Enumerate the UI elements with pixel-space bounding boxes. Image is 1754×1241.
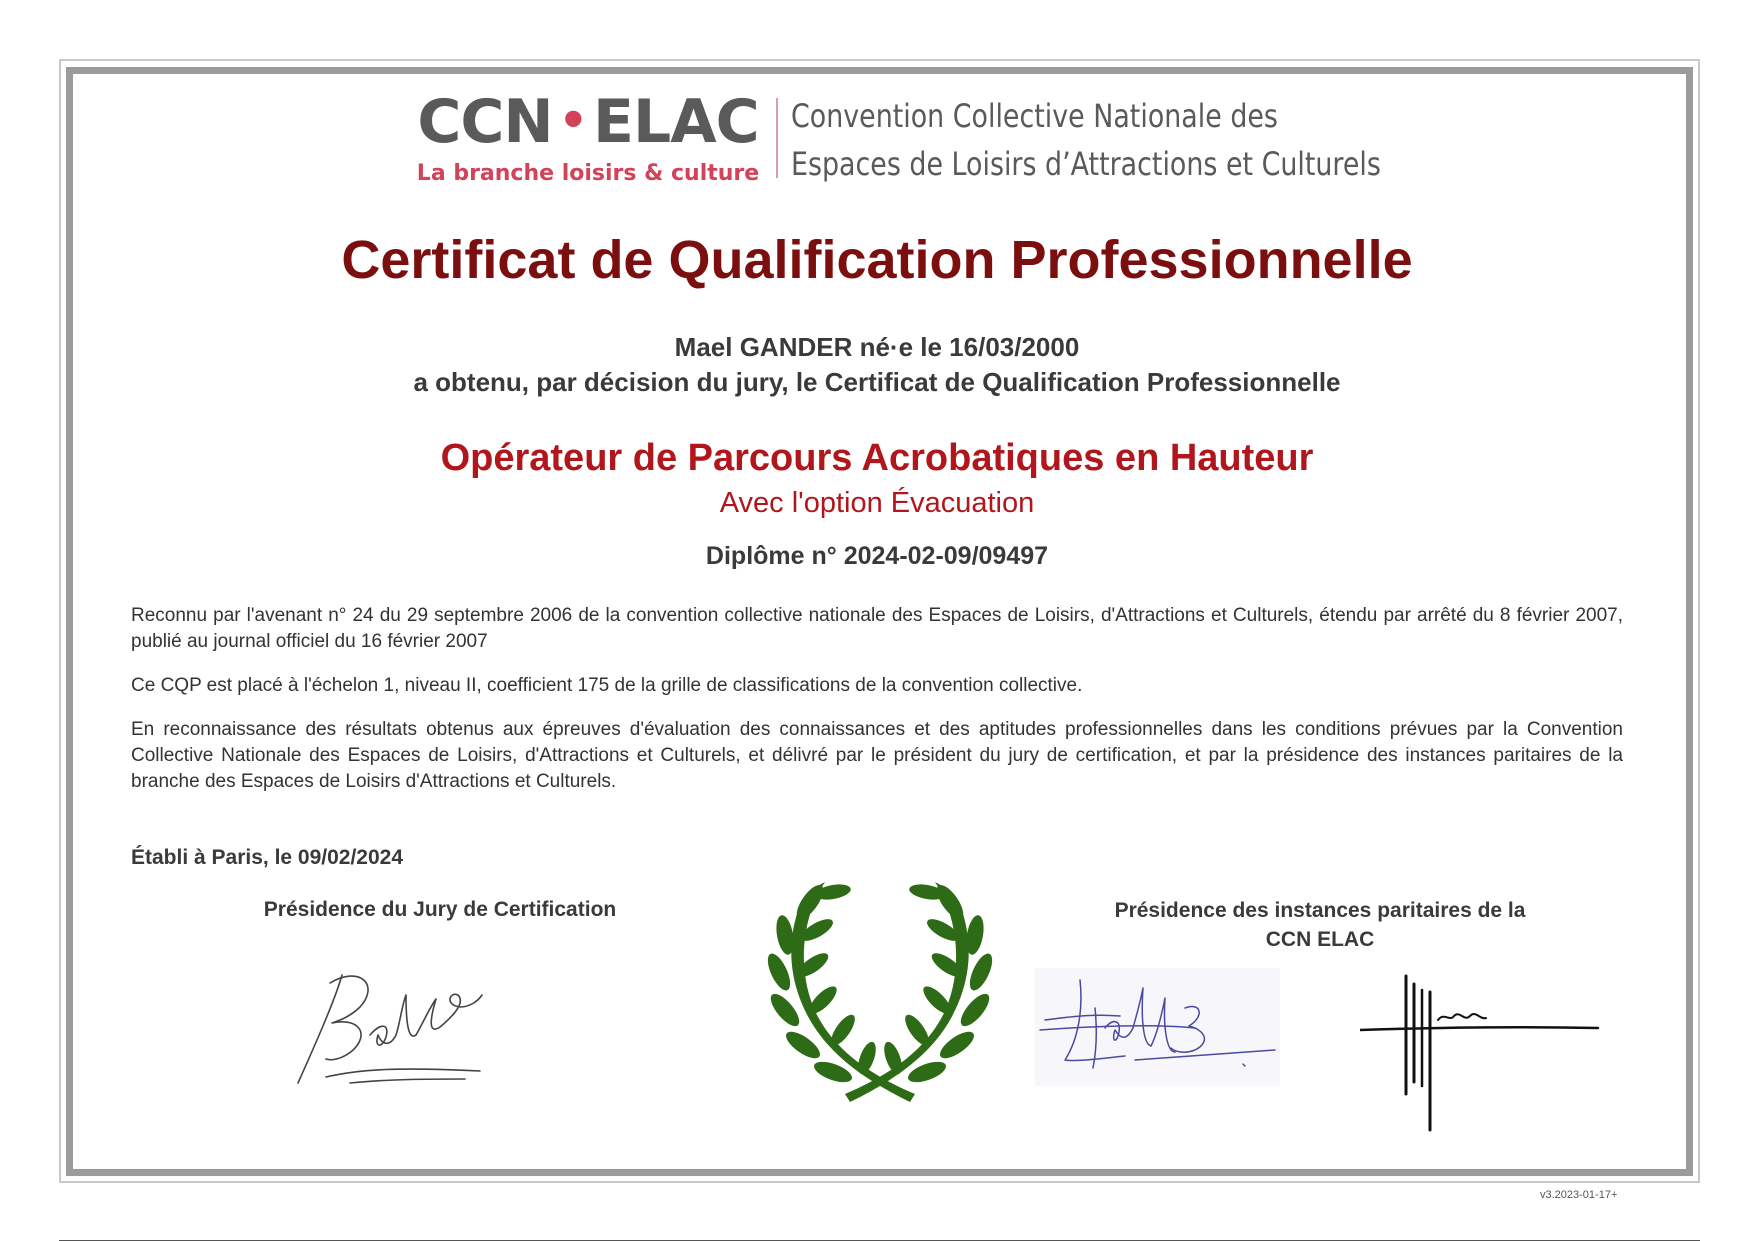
logo-mark-block	[408, 88, 768, 188]
joint-bodies-title-line2: CCN ELAC	[1265, 928, 1375, 951]
logo-full-name	[791, 92, 1381, 188]
holder-name-birthdate: Mael GANDER né·e le 16/03/2000	[674, 332, 1080, 362]
certificate-title: Certificat de Qualification Professionnelle	[341, 230, 1413, 290]
document-version: v3.2023-01-17+	[1540, 1189, 1618, 1201]
joint-bodies-signature-1	[1035, 968, 1280, 1086]
recognition-paragraph: Reconnu par l'avenant n° 24 du 29 septembre 2006 de la convention collective nationale des Espaces de Loisirs, d'Attractions et Culturels, étendu par arrêté du 8 février 2007, publié au journal officiel du 16 février 2007	[131, 605, 1623, 652]
ccn-elac-logo	[408, 87, 1381, 188]
logo-dot: •	[558, 93, 587, 147]
logo-full-name-line1: Convention Collective Nationale des	[791, 97, 1278, 135]
logo-elac: ELAC	[593, 87, 759, 157]
logo-separator	[776, 98, 778, 178]
obtained-statement: a obtenu, par décision du jury, le Certificat de Qualification Professionnelle	[413, 367, 1341, 397]
logo-full-name-line2: Espaces de Loisirs d’Attractions et Culturels	[791, 145, 1381, 183]
logo-wordmark	[408, 87, 768, 157]
jury-president-signature	[290, 965, 540, 1095]
joint-bodies-signature-2	[1360, 972, 1600, 1132]
jury-president-title: Présidence du Jury de Certification	[263, 898, 617, 921]
award-paragraph: En reconnaissance des résultats obtenus aux épreuves d'évaluation des connaissances et des aptitudes professionnelles dans les conditions prévues par la Convention Collective Nationale des Espaces de Loisirs, d'Attractions et Culturels, et délivré par le président du jury de certification, et par la présidence des instances paritaires de la branche des Espaces de Loisirs d'Attractions et Culturels.	[131, 719, 1623, 792]
classification-paragraph: Ce CQP est placé à l'échelon 1, niveau II, coefficient 175 de la grille de classifications de la convention collective.	[131, 675, 1083, 696]
logo-tagline: La branche loisirs & culture	[416, 161, 760, 186]
logo-ccn: CCN	[417, 87, 553, 157]
diploma-number: Diplôme n° 2024-02-09/09497	[705, 542, 1049, 570]
qualification-option: Avec l'option Évacuation	[719, 487, 1035, 519]
joint-bodies-title-line1: Présidence des instances paritaires de la	[1114, 899, 1526, 922]
joint-bodies-president-title	[1060, 896, 1580, 954]
place-and-date: Établi à Paris, le 09/02/2024	[131, 846, 404, 869]
qualification-name: Opérateur de Parcours Acrobatiques en Hauteur	[440, 437, 1314, 479]
laurel-wreath-icon	[755, 880, 1005, 1112]
